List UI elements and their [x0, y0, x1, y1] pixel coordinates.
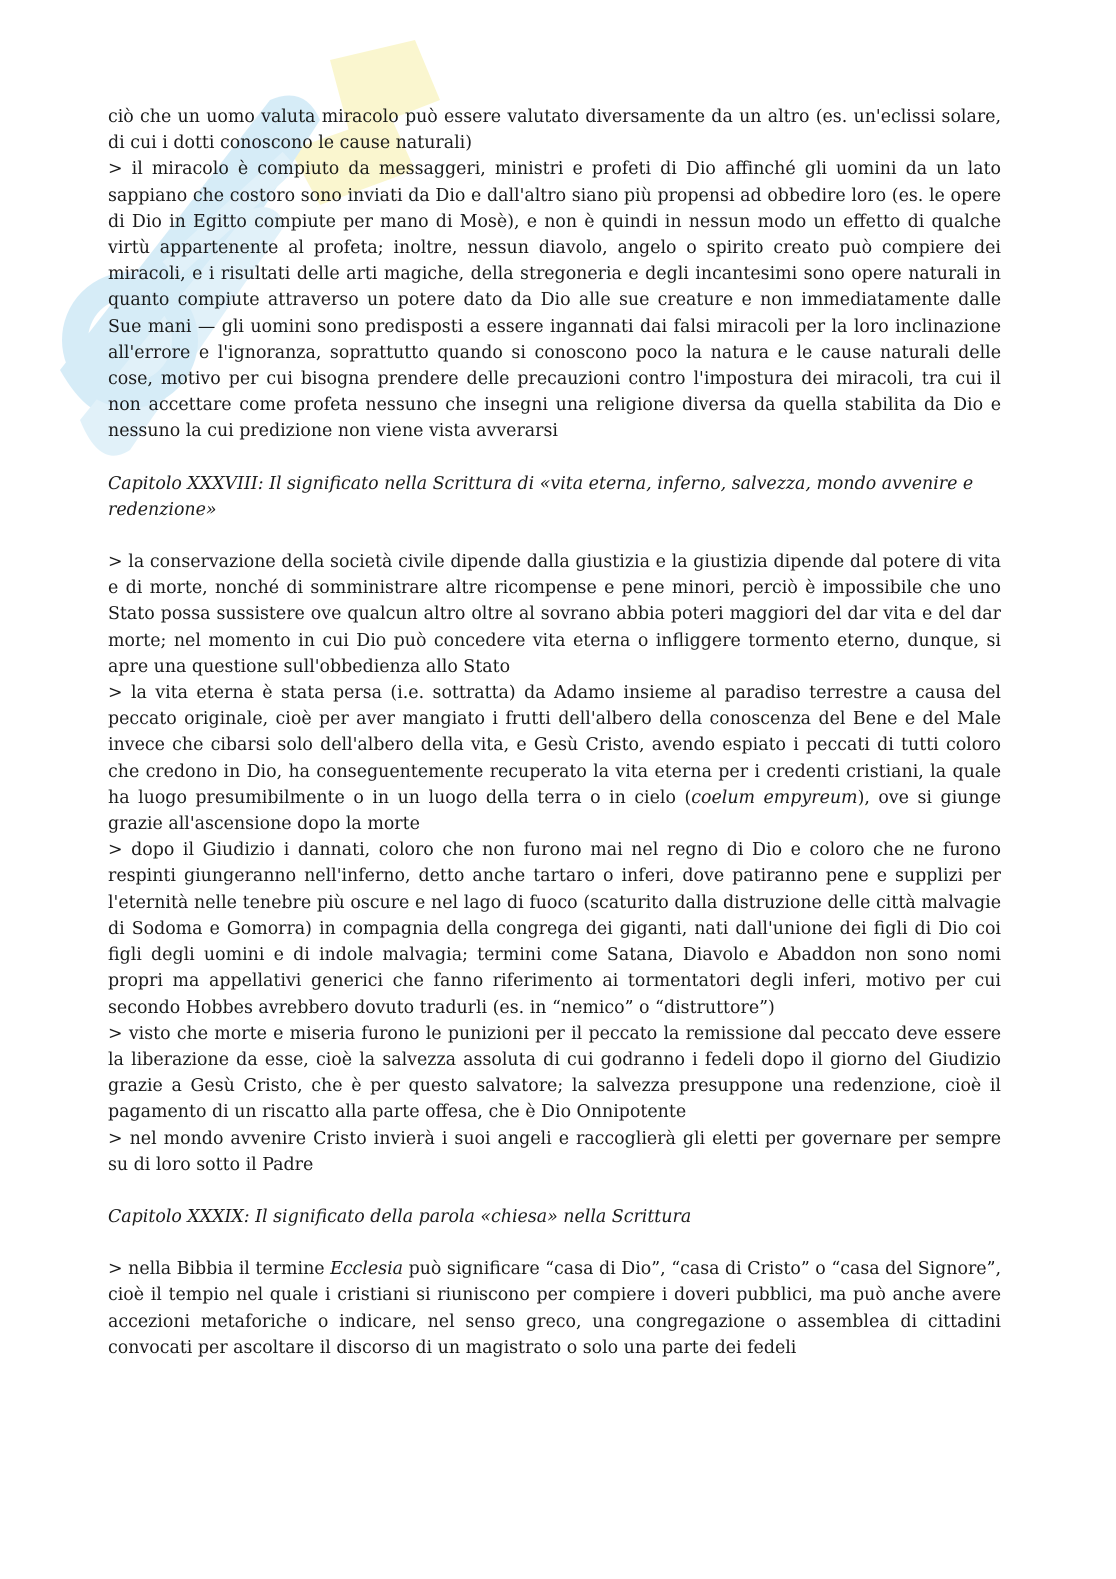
paragraph-eternal-life [108, 680, 1001, 837]
text-run: può significare “casa di Dio”, “casa di Cristo” o “casa del Signore”, cioè il tempio nel quale i cristiani si riuniscono per compiere i doveri pubblici, ma può anche avere accezioni metaforiche o indicare, nel senso greco, una congregazione o assemblea di cittadini convocati per ascoltare il discorso di un magistrato o solo una parte dei fedeli [108, 1259, 1002, 1358]
paragraph-miracle-messengers: > il miracolo è compiuto da messaggeri, ministri e profeti di Dio affinché gli uomini da un lato sappiano che costoro sono inviati da Dio e dall'altro siano più propensi ad obbedire loro (es. le opere di Dio in Egitto compiute per mano di Mosè), e non è quindi in nessun modo un effetto di qualche virtù appartenente al profeta; inoltre, nessun diavolo, angelo o spirito creato può compiere dei miracoli, e i risultati delle arti magiche, della stregoneria e degli incantesimi sono opere naturali in quanto compiute attraverso un potere dato da Dio alle sue creature e non immediatamente dalle Sue mani — gli uomini sono predisposti a essere ingannati dai falsi miracoli per la loro inclinazione all'errore e l'ignoranza, soprattutto quando si conoscono poco la natura e le cause naturali delle cose, motivo per cui bisogna prendere delle precauzioni contro l'impostura dei miracoli, tra cui il non accettare come profeta nessuno che insegni una religione diversa da quella stabilita da Dio e nessuno la cui predizione non viene vista avverarsi [108, 159, 1001, 442]
paragraph-ecclesia [108, 1256, 1001, 1361]
document-page [108, 104, 1001, 1361]
chapter-heading-xxxviii: Capitolo XXXVIII: Il significato nella Scrittura di «vita eterna, inferno, salvezza, mondo avvenire e redenzione» [108, 473, 974, 520]
italic-term-coelum-empyreum: coelum empyreum [691, 787, 858, 808]
paragraph-civil-society: > la conservazione della società civile dipende dalla giustizia e la giustizia dipende dal potere di vita e di morte, nonché di somministrare altre ricompense e pene minori, perciò è impossibile che uno Stato possa sussistere ove qualcun altro oltre al sovrano abbia poteri maggiori del dar vita e del dar morte; nel momento in cui Dio può concedere vita eterna o infliggere tormento eterno, dunque, si apre una questione sull'obbedienza allo Stato [108, 552, 1001, 677]
paragraph-hell: > dopo il Giudizio i dannati, coloro che non furono mai nel regno di Dio e coloro che ne furono respinti giungeranno nell'inferno, detto anche tartaro o inferi, dove patiranno pene e supplizi per l'eternità nelle tenebre più oscure e nel lago di fuoco (scaturito dalla distruzione delle città malvagie di Sodoma e Gomorra) in compagnia della congrega dei giganti, nati dall'unione dei figli di Dio coi figli degli uomini e di indole malvagia; termini come Satana, Diavolo e Abaddon non sono nomi propri ma appellativi generici che fanno riferimento ai tormentatori degli inferi, motivo per cui secondo Hobbes avrebbero dovuto tradurli (es. in “nemico” o “distruttore”) [108, 840, 1001, 1018]
text-run: > nella Bibbia il termine [108, 1259, 331, 1280]
paragraph-world-to-come: > nel mondo avvenire Cristo invierà i suoi angeli e raccoglierà gli eletti per governare per sempre su di loro sotto il Padre [108, 1128, 1001, 1175]
italic-term-ecclesia: Ecclesia [330, 1259, 404, 1280]
chapter-heading-xxxix: Capitolo XXXIX: Il significato della parola «chiesa» nella Scrittura [108, 1206, 692, 1227]
text-run: ), ove si giunge grazie all'ascensione dopo la morte [108, 787, 1001, 835]
paragraph-salvation: > visto che morte e miseria furono le punizioni per il peccato la remissione dal peccato deve essere la liberazione da esse, cioè la salvezza assoluta di cui godranno i fedeli dopo il giorno del Giudizio grazie a Gesù Cristo, che è per questo salvatore; la salvezza presuppone una redenzione, cioè il pagamento di un riscatto alla parte offesa, che è Dio Onnipotente [108, 1023, 1001, 1123]
text-run: > la vita eterna è stata persa (i.e. sottratta) da Adamo insieme al paradiso terrestre a causa del peccato originale, cioè per aver mangiato i frutti dell'albero della conoscenza del Bene e del Male invece che cibarsi solo dell'albero della vita, e Gesù Cristo, avendo espiato i peccati di tutti coloro che credono in Dio, ha conseguentemente recuperato la vita eterna per i credenti cristiani, la quale ha luogo presumibilmente o in un luogo della terra o in cielo ( [108, 683, 1001, 808]
paragraph-miracle-continuation: ciò che un uomo valuta miracolo può essere valutato diversamente da un altro (es. un'eclissi solare, di cui i dotti conoscono le cause naturali) [108, 107, 1001, 154]
